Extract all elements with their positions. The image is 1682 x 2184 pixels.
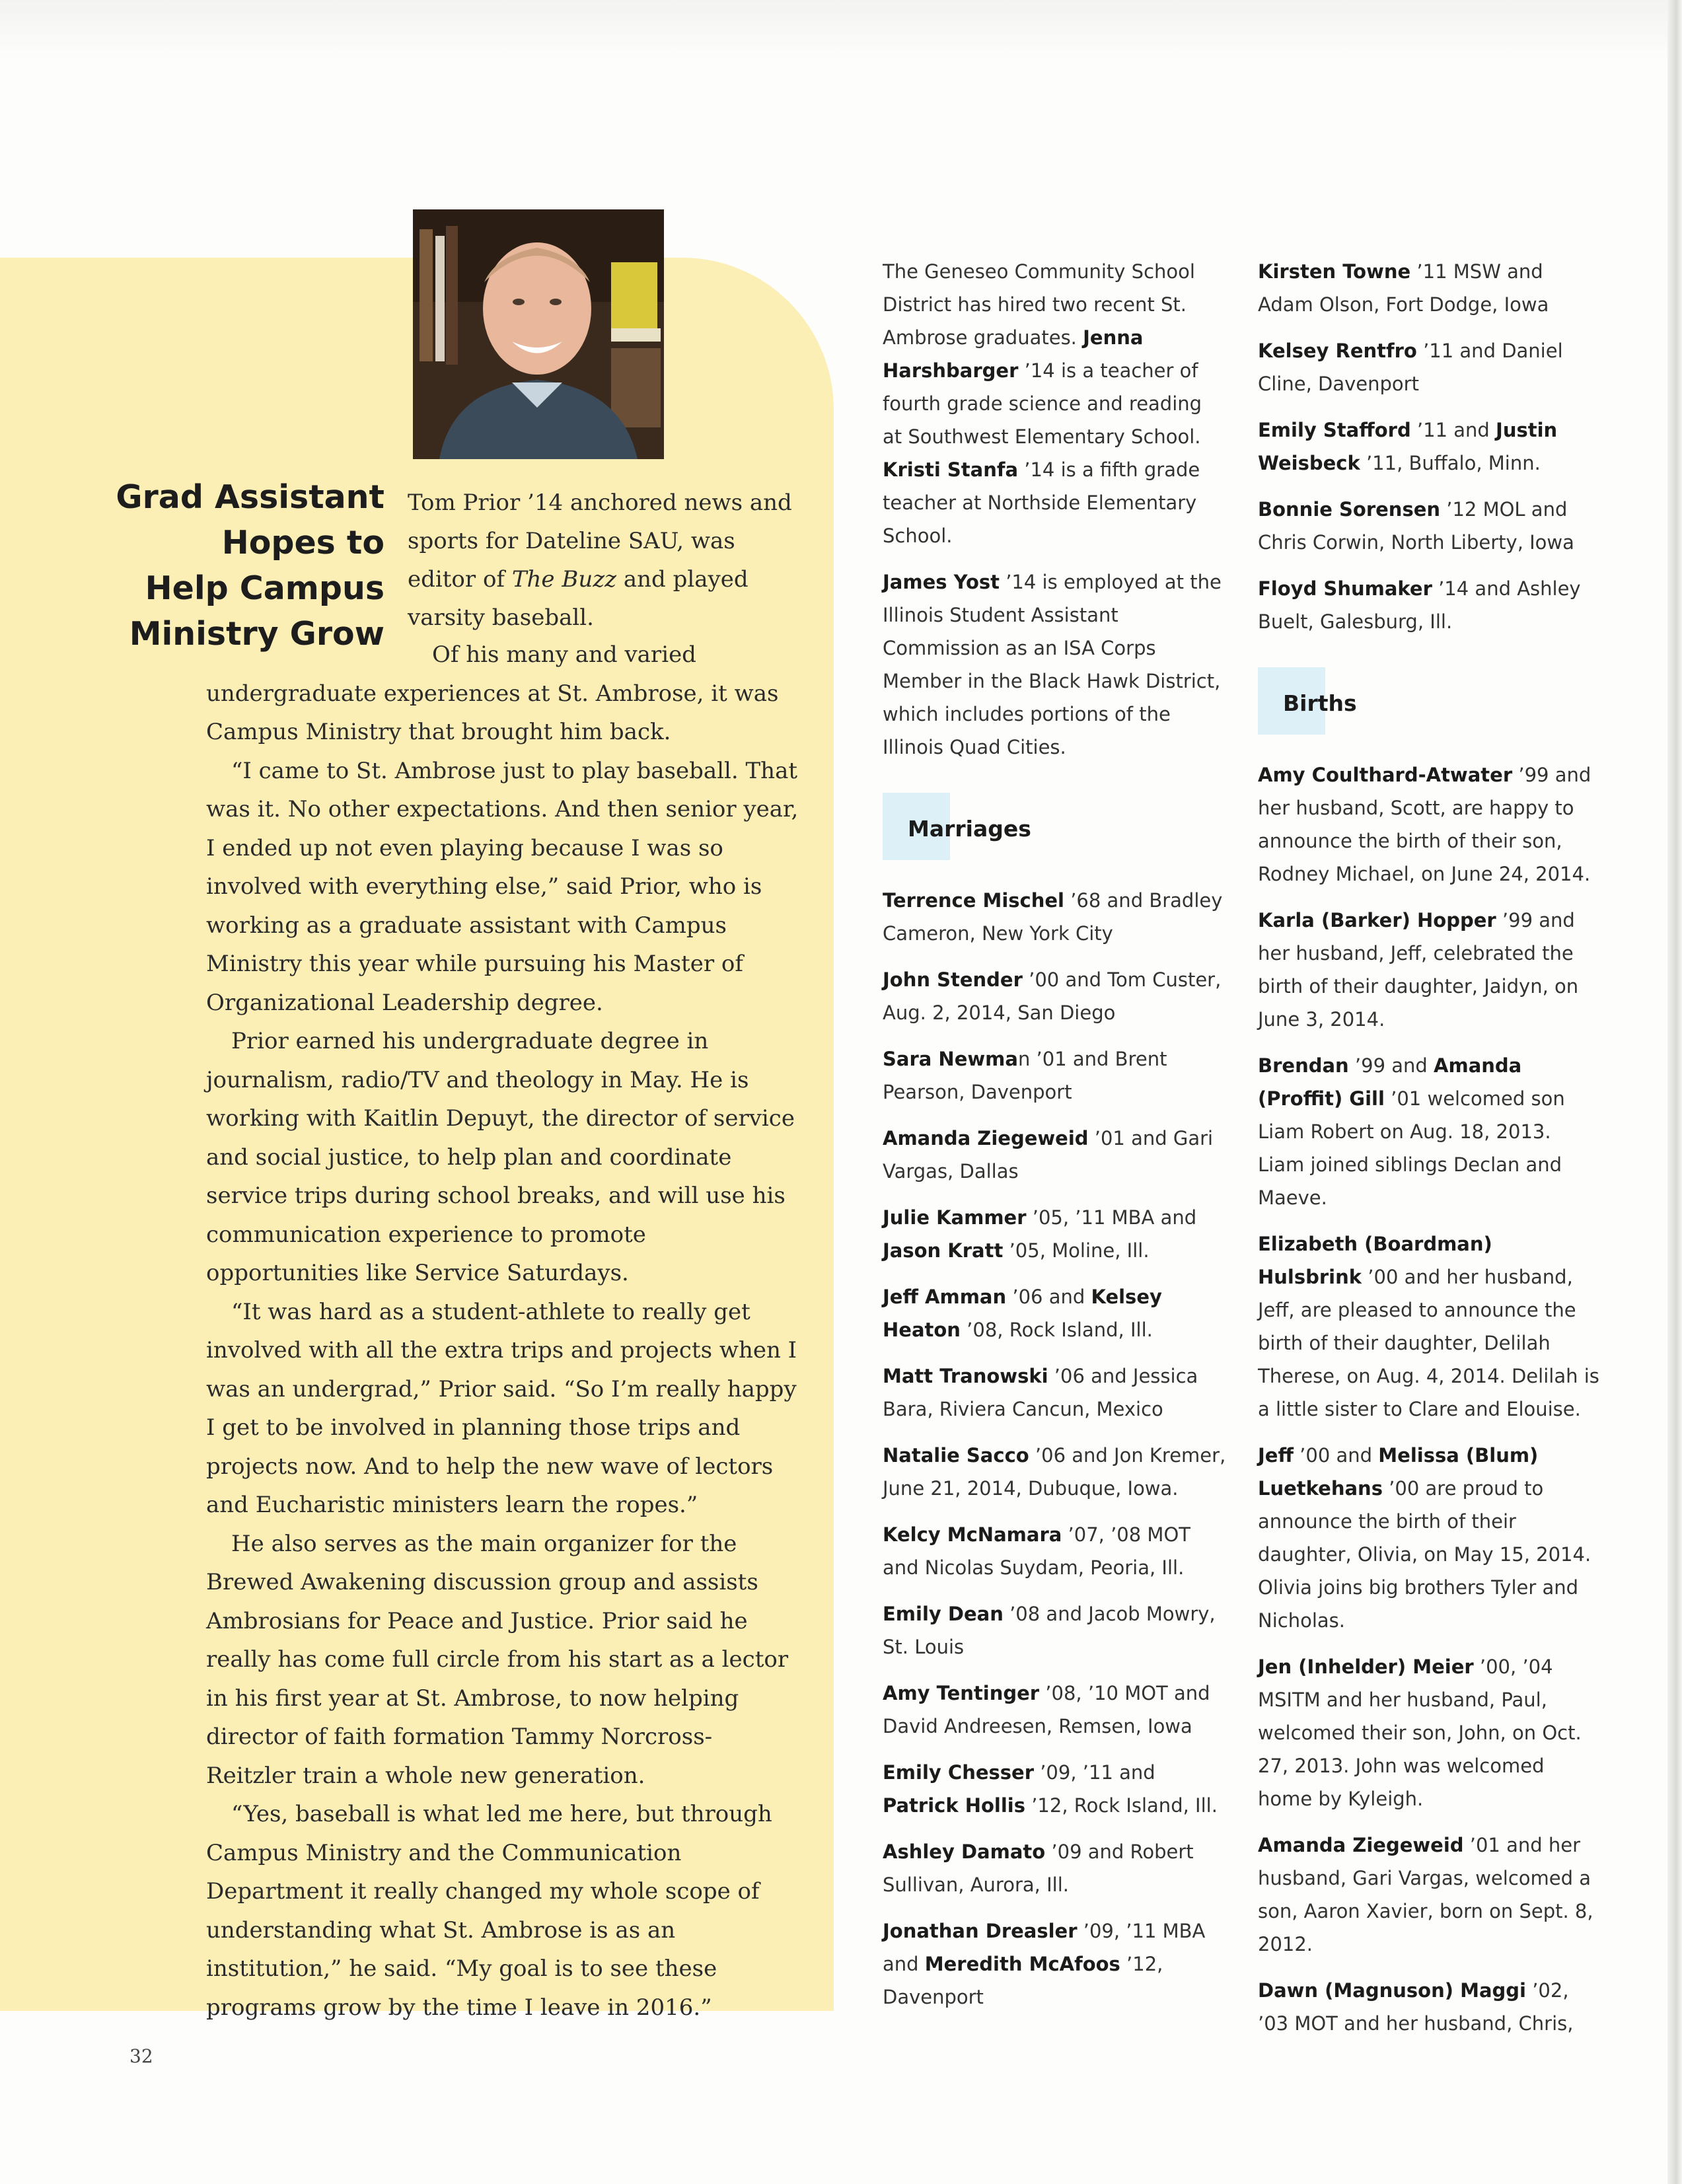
births-heading xyxy=(1258,667,1601,735)
lead-text: and played varsity baseball. xyxy=(408,566,749,631)
note-text: ’08 and Jacob Mowry, St. Louis xyxy=(883,1603,1216,1658)
class-note xyxy=(1258,758,1601,891)
alumni-name: John Stender xyxy=(883,968,1023,991)
note-text: ’05, Moline, Ill. xyxy=(1003,1239,1150,1262)
feature-headline xyxy=(79,474,384,657)
class-note xyxy=(883,1122,1226,1188)
alumni-name: Meredith McAfoos xyxy=(924,1953,1120,1975)
note-text: ’00 and her husband, Jeff, are pleased to announce the birth of their daughter, Delilah Therese, on Aug. 4, 2014. Delilah is a little sister to Clare and Elouise. xyxy=(1258,1266,1599,1420)
alumni-name: Matt Tranowski xyxy=(883,1365,1048,1387)
note-text: ’99 and xyxy=(1348,1054,1434,1077)
feature-body xyxy=(206,636,801,2027)
heading-label: Births xyxy=(1283,690,1357,716)
class-note xyxy=(1258,904,1601,1036)
heading-label: Marriages xyxy=(908,816,1031,842)
alumni-name: Amanda (Proffit) Gill xyxy=(1258,1054,1522,1110)
body-paragraph: “I came to St. Ambrose just to play baseball. That was it. No other expectations. And then senior year, I ended up not even playing because I was so involved with everything else,” said Prior, who is working as a graduate assistant with Campus Ministry this year while pursuing his Master of Organizational Leadership degree. xyxy=(206,757,799,1016)
headline-line: Hopes to xyxy=(221,524,384,562)
note-text: ’02, ’03 MOT and her husband, Chris, xyxy=(1258,1979,1574,2035)
class-note xyxy=(1258,1439,1601,1637)
notes-column-3 xyxy=(1258,255,1601,2053)
class-note xyxy=(883,1042,1226,1109)
alumni-name: Emily Chesser xyxy=(883,1761,1034,1784)
alumni-name: Kirsten Towne xyxy=(1258,260,1411,283)
note-text: ’99 and her husband, Jeff, celebrated the birth of their daughter, Jaidyn, on June 3, 2014. xyxy=(1258,909,1579,1031)
class-note xyxy=(883,255,1226,552)
feature-lead-paragraph xyxy=(408,484,804,637)
note-text: ’01 and Gari Vargas, Dallas xyxy=(883,1127,1214,1183)
alumni-name: Elizabeth (Boardman) Hulsbrink xyxy=(1258,1233,1492,1288)
alumni-name: Jeff Amman xyxy=(883,1286,1007,1308)
headline-line: Grad Assistant xyxy=(116,478,384,516)
class-note xyxy=(883,1360,1226,1426)
class-note xyxy=(883,565,1226,764)
note-text: ’09, ’11 and xyxy=(1034,1761,1155,1784)
class-note xyxy=(883,1201,1226,1267)
alumni-name: Emily Dean xyxy=(883,1603,1004,1625)
alumni-name: Amy Coulthard-Atwater xyxy=(1258,764,1513,786)
note-text: ’00 are proud to announce the birth of their daughter, Olivia, on May 15, 2014. Olivia joins big brothers Tyler and Nicholas. xyxy=(1258,1477,1591,1632)
alumni-name: Amy Tentinger xyxy=(883,1682,1040,1704)
body-paragraph: “Yes, baseball is what led me here, but through Campus Ministry and the Communication Department it really changed my whole scope of understanding what St. Ambrose is as an institution,” he said. “My goal is to see these programs grow by the time I leave in 2016.” xyxy=(206,1801,772,2021)
note-text: ’01 and her husband, Gari Vargas, welcomed a son, Aaron Xavier, born on Sept. 8, 2012. xyxy=(1258,1834,1593,1955)
alumni-name: Jen (Inhelder) Meier xyxy=(1258,1656,1474,1678)
alumni-name: Justin Weisbeck xyxy=(1258,419,1558,474)
body-paragraph: “It was hard as a student-athlete to really get involved with all the extra trips and projects when I was an undergrad,” Prior said. “So I’m really happy I get to be involved in planning those trips and projects now. And to help the new wave of lectors and Eucharistic ministers learn the ropes.” xyxy=(206,1298,797,1518)
class-note xyxy=(883,1677,1226,1743)
alumni-name: Patrick Hollis xyxy=(883,1794,1025,1817)
alumni-name: Terrence Mischel xyxy=(883,889,1064,912)
class-note xyxy=(1258,572,1601,638)
note-text: ’00 and Tom Custer, Aug. 2, 2014, San Diego xyxy=(883,968,1222,1024)
alumni-name: Kelcy McNamara xyxy=(883,1523,1062,1546)
alumni-name: Melissa (Blum) Luetkehans xyxy=(1258,1444,1539,1500)
headline-line: Help Campus xyxy=(145,569,384,607)
body-paragraph: Of his many and varied undergraduate experiences at St. Ambrose, it was Campus Ministry that brought him back. xyxy=(206,641,779,745)
note-text: ’11 and xyxy=(1410,419,1496,441)
alumni-name: Natalie Sacco xyxy=(883,1444,1029,1467)
note-text: ’06 and Jessica Bara, Riviera Cancun, Mexico xyxy=(883,1365,1198,1420)
headline-line: Ministry Grow xyxy=(129,615,384,653)
note-text: ’12, Davenport xyxy=(883,1953,1163,2008)
class-note xyxy=(1258,1049,1601,1214)
class-note xyxy=(1258,1829,1601,1961)
lead-text: Tom Prior ’14 anchored news and sports for Dateline SAU, was editor of xyxy=(408,490,792,593)
note-text: ’07, ’08 MOT and Nicolas Suydam, Peoria, Ill. xyxy=(883,1523,1190,1579)
alumni-name: Floyd Shumaker xyxy=(1258,577,1432,600)
class-note xyxy=(883,884,1226,950)
class-note xyxy=(883,1835,1226,1901)
alumni-name: Kelsey Rentfro xyxy=(1258,340,1417,362)
marriages-list-continued xyxy=(1258,255,1601,638)
alumni-name: Amanda Ziegeweid xyxy=(1258,1834,1464,1856)
alumni-name: Jeff xyxy=(1258,1444,1294,1467)
class-note xyxy=(883,1518,1226,1584)
portrait-photo xyxy=(413,209,664,459)
note-text: ’06 and Jon Kremer, June 21, 2014, Dubuque, Iowa. xyxy=(883,1444,1226,1500)
alumni-name: Dawn (Magnuson) Maggi xyxy=(1258,1979,1526,2002)
class-note xyxy=(1258,255,1601,321)
alumni-name: Jenna Harshbarger xyxy=(883,326,1144,382)
body-paragraph: He also serves as the main organizer for the Brewed Awakening discussion group and assists Ambrosians for Peace and Justice. Prior said he really has come full circle from his start as a lector in his first year at St. Ambrose, to now helping director of faith formation Tammy Norcross-Reitzler train a whole new generation. xyxy=(206,1530,789,1789)
births-list xyxy=(1258,758,1601,2040)
alumni-name: Emily Stafford xyxy=(1258,419,1411,441)
note-text: ’14 is a teacher of fourth grade science and reading at Southwest Elementary School. xyxy=(883,359,1202,448)
class-note xyxy=(1258,334,1601,400)
alumni-name: Brendan xyxy=(1258,1054,1349,1077)
class-note xyxy=(1258,493,1601,559)
alumni-name: Jonathan Dreasler xyxy=(883,1920,1078,1942)
body-paragraph: Prior earned his undergraduate degree in journalism, radio/TV and theology in May. He is working with Kaitlin Depuyt, the director of service and social justice, to help plan and coordinate service trips during school breaks, and will use his communication experience to promote opportunities like Service Saturdays. xyxy=(206,1028,795,1286)
class-note xyxy=(883,963,1226,1029)
note-text: ’14 and Ashley Buelt, Galesburg, Ill. xyxy=(1258,577,1581,633)
note-text: n ’01 and Brent Pearson, Davenport xyxy=(883,1048,1167,1103)
class-note xyxy=(883,1597,1226,1663)
note-text: ’08, ’10 MOT and David Andreesen, Remsen, Iowa xyxy=(883,1682,1210,1737)
alumni-name: Ashley Damato xyxy=(883,1840,1046,1863)
class-note xyxy=(883,1914,1226,2014)
note-text: ’00 and xyxy=(1293,1444,1379,1467)
class-note xyxy=(883,1756,1226,1822)
note-text: ’09 and Robert Sullivan, Aurora, Ill. xyxy=(883,1840,1194,1896)
note-text: ’11, Buffalo, Minn. xyxy=(1360,452,1541,474)
alumni-name: Kelsey Heaton xyxy=(883,1286,1162,1341)
page-number: 32 xyxy=(129,2045,153,2067)
alumni-name: James Yost xyxy=(883,571,1000,593)
note-text: ’14 is a fifth grade teacher at Northside Elementary School. xyxy=(883,458,1200,547)
class-note xyxy=(883,1280,1226,1346)
note-text: The Geneseo Community School District has hired two recent St. Ambrose graduates. xyxy=(883,260,1195,349)
note-text: ’09, ’11 MBA and xyxy=(883,1920,1206,1975)
alumni-name: Karla (Barker) Hopper xyxy=(1258,909,1496,931)
note-text: ’14 is employed at the Illinois Student Assistant Commission as an ISA Corps Member in the Black Hawk District, which includes portions of the Illinois Quad Cities. xyxy=(883,571,1222,758)
note-text: ’68 and Bradley Cameron, New York City xyxy=(883,889,1223,945)
alumni-name: Kristi Stanfa xyxy=(883,458,1019,481)
note-text: ’08, Rock Island, Ill. xyxy=(960,1319,1153,1341)
class-note xyxy=(1258,1974,1601,2040)
class-note xyxy=(1258,1650,1601,1815)
class-note xyxy=(1258,1227,1601,1426)
publication-title: The Buzz xyxy=(511,566,617,593)
note-text: ’00, ’04 MSITM and her husband, Paul, welcomed their son, John, on Oct. 27, 2013. John was welcomed home by Kyleigh. xyxy=(1258,1656,1582,1810)
alumni-name: Julie Kammer xyxy=(883,1206,1027,1229)
class-note xyxy=(1258,414,1601,480)
alumni-name: Sara Newma xyxy=(883,1048,1018,1070)
note-text: ’05, ’11 MBA and xyxy=(1026,1206,1197,1229)
note-text: ’11 and Daniel Cline, Davenport xyxy=(1258,340,1563,395)
note-text: ’06 and xyxy=(1006,1286,1091,1308)
alumni-name: Bonnie Sorensen xyxy=(1258,498,1441,521)
marriages-heading xyxy=(883,793,1226,860)
marriages-list xyxy=(883,884,1226,2014)
note-text: ’01 welcomed son Liam Robert on Aug. 18, 2013. Liam joined siblings Declan and Maeve. xyxy=(1258,1087,1565,1209)
page-edge-shadow xyxy=(1667,0,1682,2184)
note-text: ’12, Rock Island, Ill. xyxy=(1025,1794,1218,1817)
note-text: ’12 MOL and Chris Corwin, North Liberty, Iowa xyxy=(1258,498,1574,554)
alumni-name: Amanda Ziegeweid xyxy=(883,1127,1089,1149)
page-top-shade xyxy=(0,0,1682,59)
note-text: ’99 and her husband, Scott, are happy to announce the birth of their son, Rodney Michael, on June 24, 2014. xyxy=(1258,764,1591,885)
notes-column-2 xyxy=(883,255,1226,2027)
note-text: ’11 MSW and Adam Olson, Fort Dodge, Iowa xyxy=(1258,260,1549,316)
alumni-name: Jason Kratt xyxy=(883,1239,1004,1262)
class-note xyxy=(883,1439,1226,1505)
